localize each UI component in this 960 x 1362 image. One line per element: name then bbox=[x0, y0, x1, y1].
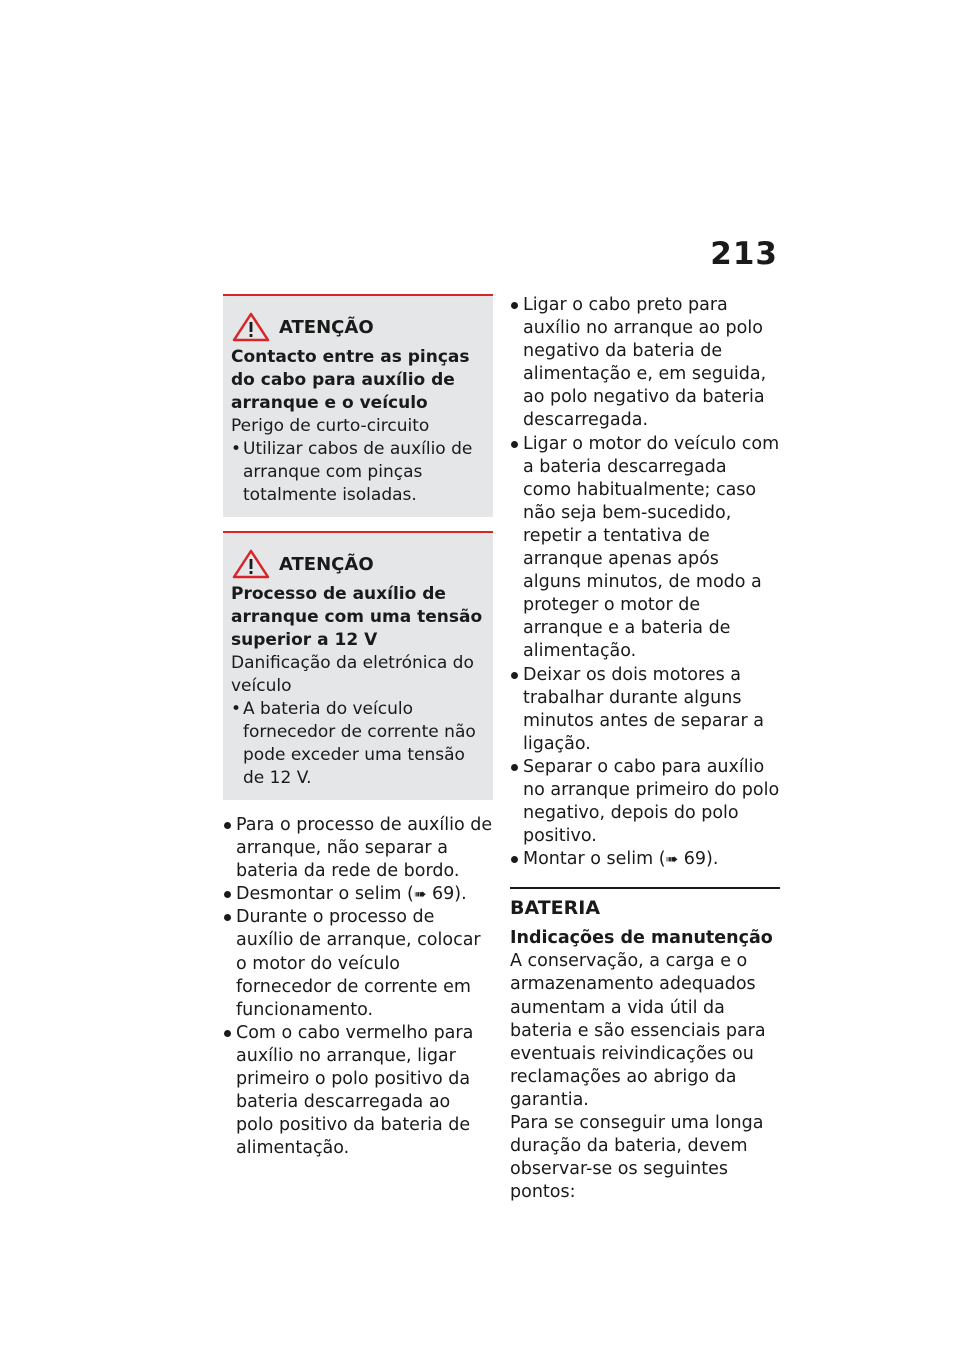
right-column bbox=[510, 294, 780, 1204]
warning-action: • Utilizar cabos de auxílio de arranque com pinças totalmente isoladas. bbox=[231, 438, 485, 507]
warning-header bbox=[231, 549, 485, 579]
warning-risk: Danificação da eletrónica do veículo bbox=[231, 653, 474, 696]
warning-triangle-icon bbox=[231, 312, 275, 342]
section-divider bbox=[510, 887, 780, 1204]
step-list bbox=[510, 294, 780, 871]
warning-box bbox=[223, 294, 493, 517]
step-item: Deixar os dois motores a trabalhar durante alguns minutos antes de separar a ligação. bbox=[510, 664, 780, 756]
sub-heading: Indicações de manutenção bbox=[510, 928, 773, 949]
step-text: Desmontar o selim ( bbox=[236, 884, 414, 905]
warning-label: ATENÇÃO bbox=[279, 553, 374, 575]
page-reference[interactable]: 69). bbox=[432, 884, 467, 905]
step-item: Ligar o cabo preto para auxílio no arranque ao polo negativo da bateria de alimentação e, em seguida, ao polo negativo da bateria descarregada. bbox=[510, 294, 780, 433]
warning-risk: Perigo de curto-circuito bbox=[231, 416, 430, 436]
step-item bbox=[223, 883, 493, 906]
warning-label: ATENÇÃO bbox=[279, 316, 374, 338]
page-reference[interactable]: 69). bbox=[683, 849, 719, 870]
paragraph: A conservação, a carga e o armazenamento adequados aumentam a vida útil da bateria e são essenciais para eventuais reivindicações ou reclamações ao abrigo da garantia. bbox=[510, 951, 766, 1110]
warning-actions bbox=[231, 698, 485, 790]
step-list bbox=[223, 814, 493, 1160]
warning-box bbox=[223, 531, 493, 800]
page-number: 213 bbox=[710, 236, 778, 272]
warning-header bbox=[231, 312, 485, 342]
step-item: Durante o processo de auxílio de arranque, colocar o motor do veículo fornecedor de corrente em funcionamento. bbox=[223, 906, 493, 1021]
paragraph: Para se conseguir uma longa duração da bateria, devem observar-se os seguintes pontos: bbox=[510, 1113, 764, 1203]
section-heading: BATERIA bbox=[510, 897, 601, 920]
warning-title: Processo de auxílio de arranque com uma tensão superior a 12 V bbox=[231, 584, 483, 650]
warning-actions bbox=[231, 438, 485, 507]
page-reference-arrow-icon: ➠ bbox=[665, 850, 679, 869]
step-item: Ligar o motor do veículo com a bateria descarregada como habitualmente; caso não seja bem-sucedido, repetir a tentativa de arranque apenas após alguns minutos, de modo a proteger o motor de arranque e a bateria de alimentação. bbox=[510, 433, 780, 664]
warning-triangle-icon bbox=[231, 549, 275, 579]
step-text: Montar o selim ( bbox=[523, 849, 666, 870]
step-item: Para o processo de auxílio de arranque, não separar a bateria da rede de bordo. bbox=[223, 814, 493, 883]
page-reference-arrow-icon: ➠ bbox=[413, 885, 427, 904]
warning-title: Contacto entre as pinças do cabo para auxílio de arranque e o veículo bbox=[231, 347, 470, 413]
left-column bbox=[223, 294, 493, 1160]
step-item: Com o cabo vermelho para auxílio no arranque, ligar primeiro o polo positivo da bateria descarregada ao polo positivo da bateria de alimentação. bbox=[223, 1022, 493, 1161]
warning-action: • A bateria do veículo fornecedor de corrente não pode exceder uma tensão de 12 V. bbox=[231, 698, 485, 790]
step-item bbox=[510, 848, 780, 871]
step-item: Separar o cabo para auxílio no arranque primeiro do polo negativo, depois do polo positivo. bbox=[510, 756, 780, 848]
